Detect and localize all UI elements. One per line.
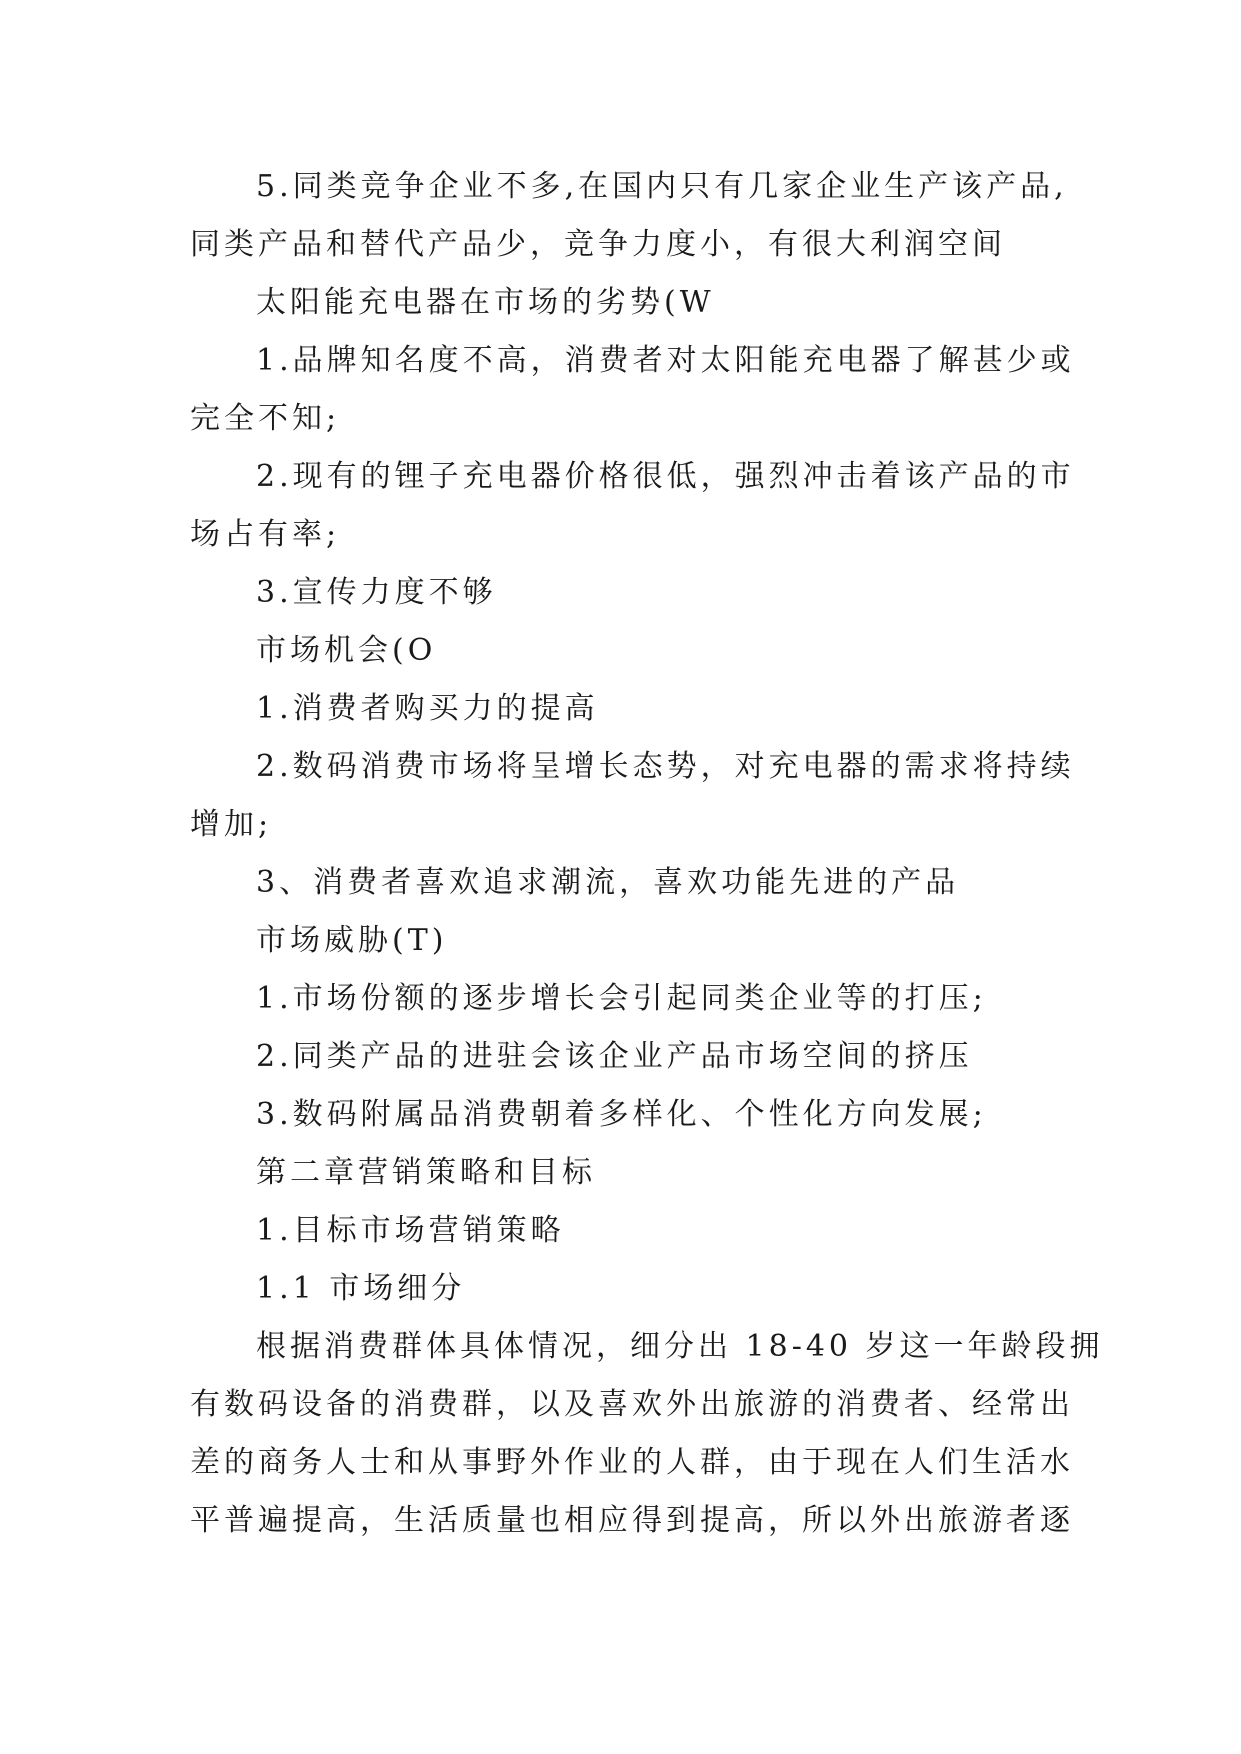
paragraph-line: 1.市场份额的逐步增长会引起同类企业等的打压; [256, 981, 987, 1016]
paragraph-line: 3、消费者喜欢追求潮流，喜欢功能先进的产品 [256, 865, 960, 900]
section-heading: 太阳能充电器在市场的劣势(W [256, 285, 715, 320]
paragraph-line: 3.宣传力度不够 [256, 575, 497, 610]
chapter-heading: 第二章营销策略和目标 [256, 1155, 596, 1190]
section-heading: 1.目标市场营销策略 [256, 1213, 565, 1248]
paragraph-line: 1.品牌知名度不高，消费者对太阳能充电器了解甚少或 [256, 343, 1075, 378]
paragraph-line: 有数码设备的消费群，以及喜欢外出旅游的消费者、经常出 [190, 1387, 1074, 1422]
paragraph-line: 完全不知; [190, 401, 341, 436]
paragraph-line: 3.数码附属品消费朝着多样化、个性化方向发展; [256, 1097, 987, 1132]
paragraph-line: 2.现有的锂子充电器价格很低，强烈冲击着该产品的市 [256, 459, 1075, 494]
section-heading: 市场威胁(T) [256, 923, 448, 958]
subsection-heading: 1.1 市场细分 [256, 1271, 466, 1306]
paragraph-line: 平普遍提高，生活质量也相应得到提高，所以外出旅游者逐 [190, 1503, 1074, 1538]
paragraph-line: 场占有率; [190, 517, 341, 552]
paragraph-line: 1.消费者购买力的提高 [256, 691, 599, 726]
document-body [190, 158, 1104, 1550]
paragraph-line: 差的商务人士和从事野外作业的人群，由于现在人们生活水 [190, 1445, 1074, 1480]
paragraph-line: 同类产品和替代产品少，竞争力度小，有很大利润空间 [190, 227, 1006, 262]
paragraph-line: 根据消费群体具体情况，细分出 18-40 岁这一年龄段拥 [256, 1329, 1104, 1364]
paragraph-line: 5.同类竞争企业不多,在国内只有几家企业生产该产品, [256, 169, 1068, 204]
paragraph-line: 2.数码消费市场将呈增长态势，对充电器的需求将持续 [256, 749, 1075, 784]
paragraph-line: 增加; [190, 807, 273, 842]
section-heading: 市场机会(O [256, 633, 437, 668]
paragraph-line: 2.同类产品的进驻会该企业产品市场空间的挤压 [256, 1039, 973, 1074]
